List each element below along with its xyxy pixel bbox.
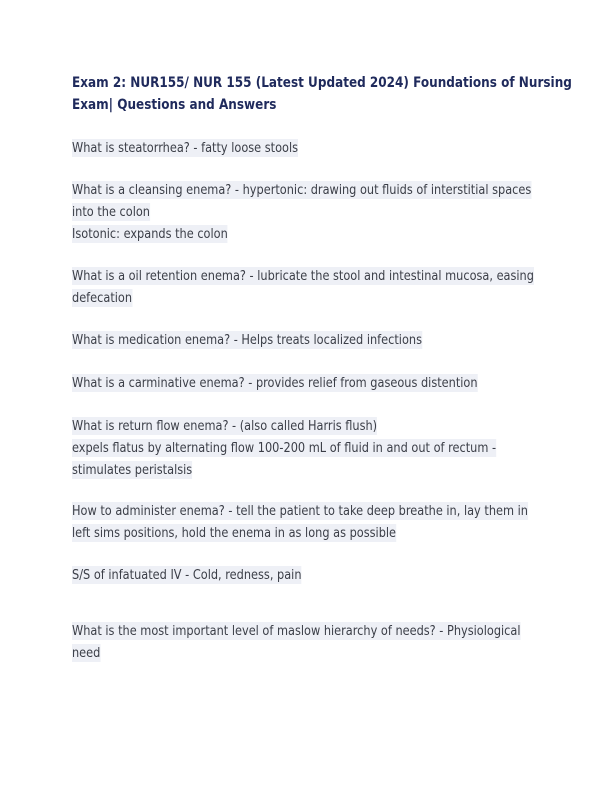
qa-line: S/S of infatuated IV - Cold, redness, pain xyxy=(72,567,302,583)
qa-line: left sims positions, hold the enema in as long as possible xyxy=(72,525,397,541)
qa-maslow xyxy=(72,620,521,664)
qa-line: What is a carminative enema? - provides relief from gaseous distention xyxy=(72,375,478,391)
qa-line: What is return flow enema? - (also called Harris flush) xyxy=(72,418,378,434)
qa-line: What is the most important level of maslow hierarchy of needs? - Physiological xyxy=(72,623,521,639)
qa-line: need xyxy=(72,645,101,661)
qa-line: What is steatorrhea? - fatty loose stools xyxy=(72,140,299,156)
qa-line: What is a cleansing enema? - hypertonic: drawing out fluids of interstitial spaces xyxy=(72,182,532,198)
qa-steatorrhea xyxy=(72,137,298,159)
qa-line: expels flatus by alternating flow 100-200 mL of fluid in and out of rectum - xyxy=(72,440,497,456)
qa-line: into the colon xyxy=(72,204,151,220)
qa-oil-retention-enema xyxy=(72,265,534,309)
qa-cleansing-enema xyxy=(72,179,531,245)
qa-infiltrated-iv xyxy=(72,564,302,586)
qa-line: What is a oil retention enema? - lubricate the stool and intestinal mucosa, easing xyxy=(72,268,534,284)
qa-return-flow-enema xyxy=(72,415,496,481)
qa-line: defecation xyxy=(72,290,133,306)
qa-line: What is medication enema? - Helps treats localized infections xyxy=(72,332,422,348)
qa-carminative-enema xyxy=(72,372,478,394)
title-line: Exam 2: NUR155/ NUR 155 (Latest Updated 2024) Foundations of Nursing xyxy=(72,75,572,91)
document-title xyxy=(72,72,572,116)
qa-line: stimulates peristalsis xyxy=(72,462,193,478)
title-line: Exam| Questions and Answers xyxy=(72,97,277,113)
qa-line: How to administer enema? - tell the patient to take deep breathe in, lay them in xyxy=(72,503,528,519)
qa-medication-enema xyxy=(72,329,422,351)
qa-line: Isotonic: expands the colon xyxy=(72,226,228,242)
qa-administer-enema xyxy=(72,500,528,544)
